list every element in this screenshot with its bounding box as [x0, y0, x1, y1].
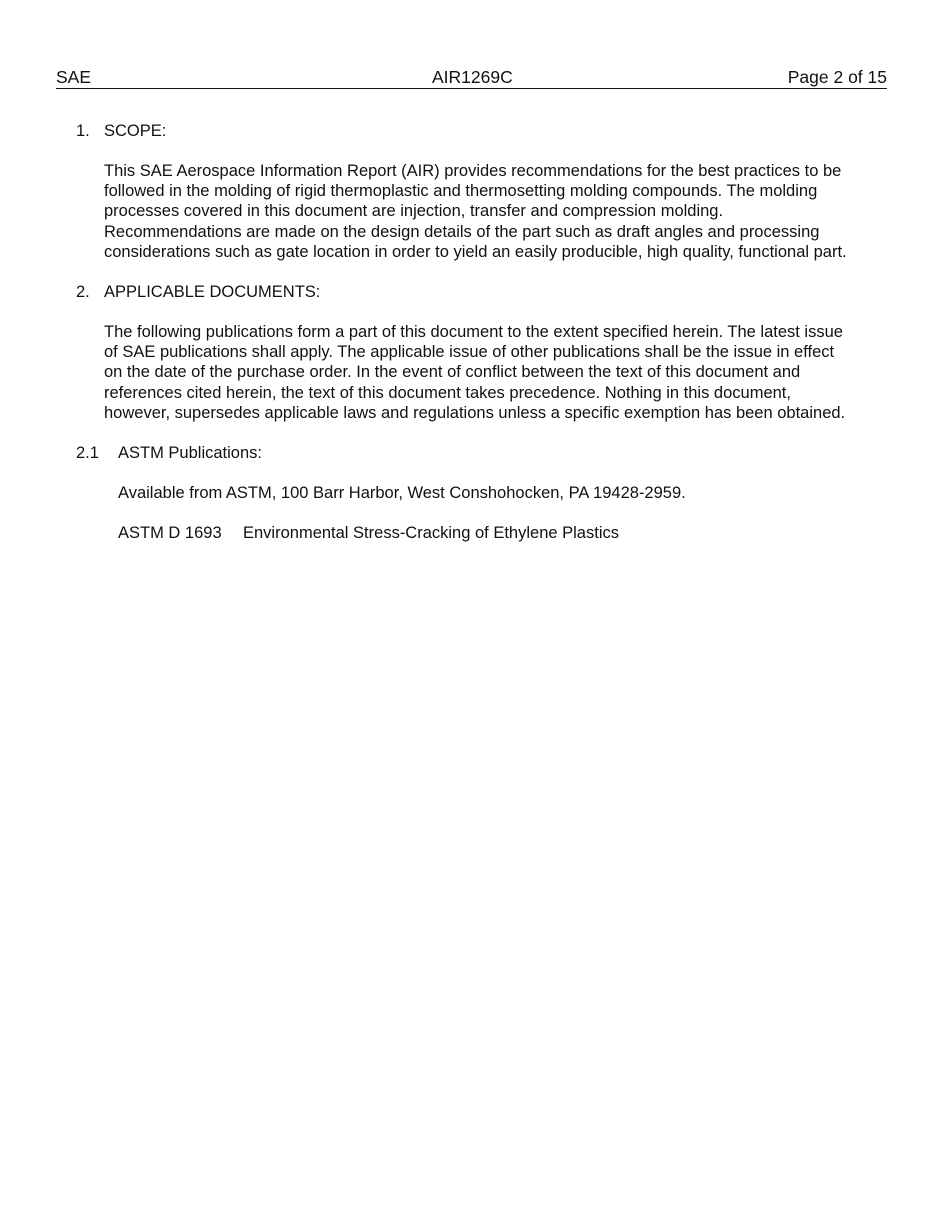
paragraph-line: Recommendations are made on the design details of the part such as draft angles and processing: [104, 222, 820, 241]
paragraph-line: This SAE Aerospace Information Report (AIR) provides recommendations for the best practices to be: [104, 162, 842, 180]
section-number: 2.1: [76, 444, 99, 462]
section-applicable-documents-paragraph: [104, 322, 845, 423]
header-doc-number: AIR1269C: [432, 67, 513, 87]
header-page-label: Page 2 of 15: [787, 67, 887, 87]
header-org: SAE: [56, 67, 92, 87]
reference-title: Environmental Stress-Cracking of Ethylene Plastics: [243, 524, 619, 542]
section-title: ASTM Publications:: [118, 444, 262, 462]
availability-text: Available from ASTM, 100 Barr Harbor, West Conshohocken, PA 19428-2959.: [118, 484, 686, 502]
reference-id: ASTM D 1693: [118, 524, 222, 542]
paragraph-line: considerations such as gate location in order to yield an easily producible, high quality, functional part.: [104, 242, 847, 261]
section-title: APPLICABLE DOCUMENTS:: [104, 283, 321, 301]
paragraph-line: The following publications form a part of this document to the extent specified herein. The latest issue: [104, 323, 843, 341]
paragraph-line: followed in the molding of rigid thermoplastic and thermosetting molding compounds. The molding: [104, 182, 818, 201]
paragraph-line: however, supersedes applicable laws and regulations unless a specific exemption has been obtained.: [104, 403, 846, 422]
section-scope-paragraph: [104, 161, 847, 262]
paragraph-line: of SAE publications shall apply. The applicable issue of other publications shall be the issue in effect: [104, 343, 835, 362]
paragraph-line: references cited herein, the text of this document takes precedence. Nothing in this document,: [104, 383, 791, 402]
paragraph-line: processes covered in this document are injection, transfer and compression molding.: [104, 202, 724, 221]
paragraph-line: on the date of the purchase order. In the event of conflict between the text of this document and: [104, 363, 801, 382]
section-number: 1.: [76, 122, 90, 140]
section-title: SCOPE:: [104, 122, 167, 140]
page-header: [56, 67, 887, 89]
reference-item: [118, 523, 619, 543]
astm-availability: [118, 483, 686, 503]
section-number: 2.: [76, 283, 90, 301]
